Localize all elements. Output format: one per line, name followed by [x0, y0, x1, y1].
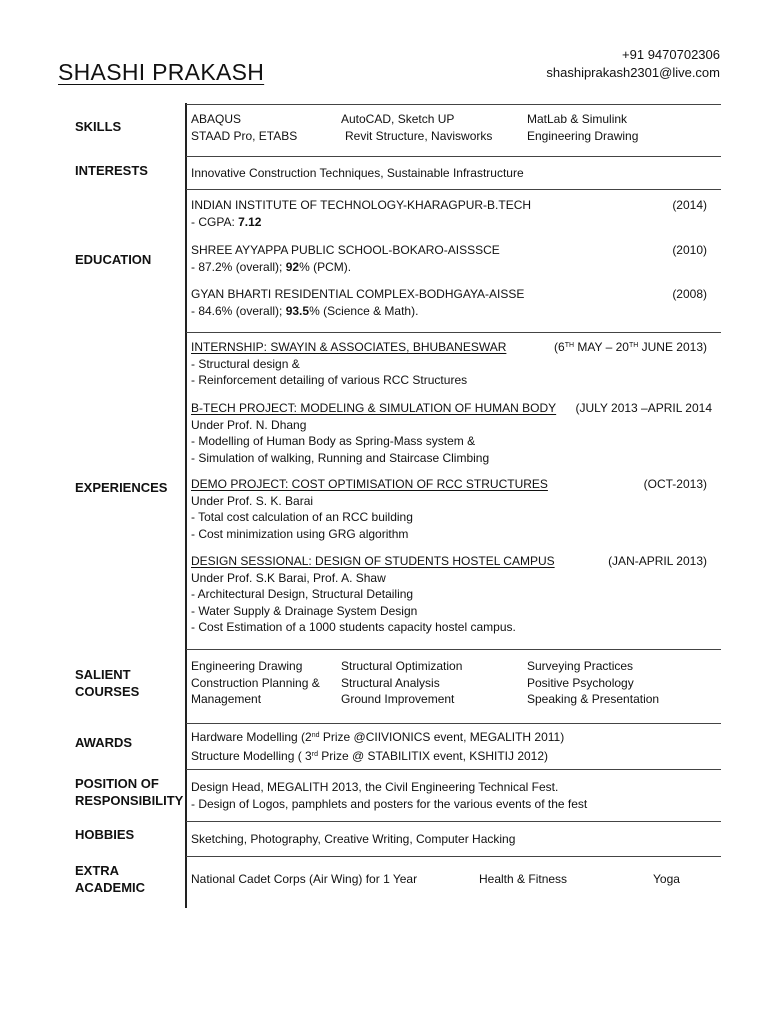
experience-line: Under Prof. S.K Barai, Prof. A. Shaw [191, 570, 386, 585]
courses-column-3 [527, 658, 659, 708]
course-item: Construction Planning & [191, 675, 320, 690]
divider-hobbies-extra [186, 856, 721, 857]
education-year: (2008) [672, 287, 707, 301]
course-item: Structural Optimization [341, 659, 463, 673]
section-divider-vertical [185, 103, 187, 908]
award-text: Prize @ STABILITIX event, KSHITIJ 2012) [317, 748, 549, 763]
award-superscript: rd [311, 750, 318, 758]
label-position-responsibility [75, 775, 183, 809]
experience-entry [191, 339, 707, 389]
education-detail [191, 214, 707, 231]
extra-item: Health & Fitness [479, 872, 568, 886]
courses-column-1 [191, 658, 320, 708]
label-salient-courses [75, 666, 139, 700]
education-entry [191, 197, 707, 230]
education-detail-text: - CGPA: [191, 214, 239, 229]
position-item: Design Head, MEGALITH 2013, the Civil Engineering Technical Fest. [191, 780, 559, 794]
courses-column-2 [341, 658, 462, 708]
label-position-of: POSITION OF [75, 776, 159, 791]
skill-item: Revit Structure, Navisworks [345, 128, 493, 143]
label-responsibility: RESPONSIBILITY [75, 793, 184, 808]
date-superscript: TH [628, 342, 639, 349]
skills-column-1 [191, 111, 297, 144]
label-skills: SKILLS [75, 119, 122, 134]
course-item: Engineering Drawing [191, 659, 303, 673]
course-item: Speaking & Presentation [527, 692, 660, 706]
phone-number: +91 9470702306 [622, 47, 720, 62]
course-item: Surveying Practices [527, 659, 634, 673]
divider-skills-interests [186, 156, 721, 157]
skills-column-2 [341, 111, 492, 144]
interests-text: Innovative Construction Techniques, Sustainable Infrastructure [191, 166, 524, 180]
education-school: SHREE AYYAPPA PUBLIC SCHOOL-BOKARO-AISSSCE [191, 243, 500, 257]
course-item: Structural Analysis [341, 675, 440, 690]
experience-line: Under Prof. N. Dhang [191, 417, 307, 432]
experience-line: - Reinforcement detailing of various RCC Structures [191, 373, 468, 387]
label-awards: AWARDS [75, 735, 133, 750]
award-superscript: nd [311, 732, 320, 739]
experience-line: - Structural design & [191, 356, 300, 371]
divider-experiences-courses [186, 649, 721, 650]
hobbies-text: Sketching, Photography, Creative Writing, Computer Hacking [191, 832, 516, 846]
education-detail [191, 259, 707, 276]
experience-line: - Cost Estimation of a 1000 students capacity hostel campus. [191, 620, 516, 634]
experience-title: DEMO PROJECT: COST OPTIMISATION OF RCC STRUCTURES [191, 477, 548, 491]
education-school: GYAN BHARTI RESIDENTIAL COMPLEX-BODHGAYA-AISSE [191, 287, 525, 301]
label-extra-academic [75, 862, 145, 896]
extra-item: Yoga [653, 872, 680, 886]
candidate-name: SHASHI PRAKASH [58, 59, 265, 85]
award-item [191, 748, 564, 765]
course-item: Positive Psychology [527, 675, 634, 690]
label-hobbies: HOBBIES [75, 827, 135, 842]
skill-item: Engineering Drawing [527, 128, 639, 143]
award-text: Structure Modelling ( 3 [191, 748, 312, 763]
education-entry [191, 286, 707, 319]
label-salient: SALIENT [75, 667, 131, 682]
divider-courses-awards [186, 723, 721, 724]
extra-item: National Cadet Corps (Air Wing) for 1 Year [191, 872, 418, 886]
experience-date [554, 339, 707, 356]
date-part: JUNE 2013) [638, 340, 707, 354]
experience-line: - Simulation of walking, Running and Staircase Climbing [191, 450, 490, 465]
education-year: (2014) [672, 198, 707, 212]
experience-title: INTERNSHIP: SWAYIN & ASSOCIATES, BHUBANESWAR [191, 340, 507, 354]
position-item: - Design of Logos, pamphlets and posters for the various events of the fest [191, 796, 588, 811]
divider-awards-position [186, 769, 721, 770]
education-entry [191, 242, 707, 275]
experience-date: (JAN-APRIL 2013) [608, 554, 707, 568]
experience-entry [191, 553, 707, 636]
experience-date: (JULY 2013 –APRIL 2014 [575, 401, 712, 415]
divider-position-hobbies [186, 821, 721, 822]
date-superscript: TH [564, 342, 575, 349]
education-detail-text: - 84.6% (overall); [191, 303, 286, 318]
education-school: INDIAN INSTITUTE OF TECHNOLOGY-KHARAGPUR-B.TECH [191, 198, 532, 212]
label-education: EDUCATION [75, 252, 152, 267]
experience-line: - Cost minimization using GRG algorithm [191, 526, 409, 541]
award-item [191, 729, 564, 746]
experience-line: - Architectural Design, Structural Detailing [191, 587, 414, 601]
award-text: Prize @CIIVIONICS event, MEGALITH 2011) [319, 730, 565, 744]
date-part: (6 [554, 340, 565, 354]
awards-list [191, 729, 564, 764]
label-experiences: EXPERIENCES [75, 480, 168, 495]
education-detail [191, 303, 707, 320]
date-part: MAY – 20 [574, 340, 629, 354]
education-detail-text: % (Science & Math). [309, 303, 419, 318]
email-address: shashiprakash2301@live.com [546, 65, 720, 80]
education-detail-bold: 7.12 [238, 214, 262, 229]
skill-item: MatLab & Simulink [527, 112, 628, 126]
award-text: Hardware Modelling (2 [191, 730, 312, 744]
label-extra: EXTRA [75, 863, 120, 878]
course-item: Management [191, 692, 262, 706]
label-courses: COURSES [75, 684, 140, 699]
education-detail-text: - 87.2% (overall); [191, 259, 286, 274]
label-academic: ACADEMIC [75, 880, 146, 895]
skill-item: STAAD Pro, ETABS [191, 128, 298, 143]
experience-line: Under Prof. S. K. Barai [191, 493, 314, 508]
education-detail-text: % (PCM). [299, 259, 352, 274]
divider-interests-education [186, 189, 721, 190]
experience-line: - Water Supply & Drainage System Design [191, 603, 418, 618]
skills-column-3 [527, 111, 638, 144]
education-year: (2010) [672, 243, 707, 257]
divider-education-experiences [186, 332, 721, 333]
experience-title: DESIGN SESSIONAL: DESIGN OF STUDENTS HOSTEL CAMPUS [191, 554, 555, 568]
label-interests: INTERESTS [75, 163, 148, 178]
contact-block [546, 46, 720, 82]
position-list [191, 779, 587, 812]
education-detail-bold: 93.5 [285, 303, 310, 318]
experience-entry [191, 476, 707, 542]
skill-item: ABAQUS [191, 112, 242, 126]
experience-line: - Modelling of Human Body as Spring-Mass system & [191, 434, 476, 448]
course-item: Ground Improvement [341, 692, 455, 706]
experience-title: B-TECH PROJECT: MODELING & SIMULATION OF HUMAN BODY [191, 401, 557, 415]
divider-top [186, 104, 721, 105]
education-detail-bold: 92 [285, 259, 300, 274]
experience-entry [191, 400, 712, 466]
experience-line: - Total cost calculation of an RCC building [191, 510, 413, 524]
experience-date: (OCT-2013) [643, 477, 707, 491]
skill-item: AutoCAD, Sketch UP [341, 112, 455, 126]
